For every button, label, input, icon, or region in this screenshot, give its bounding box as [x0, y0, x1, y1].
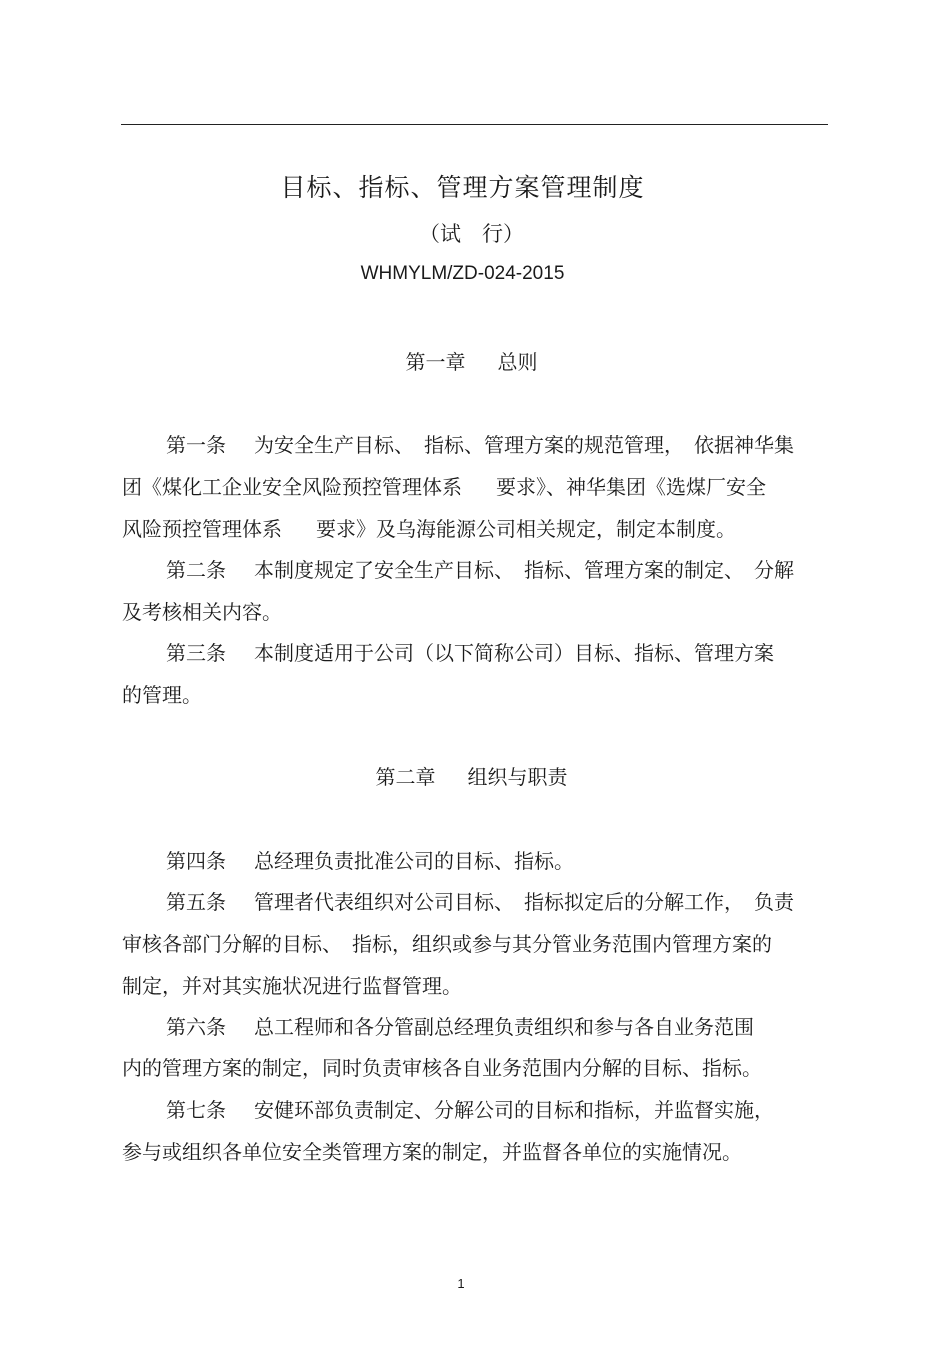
article-1-label: 第一条	[166, 433, 226, 457]
article-1-text: 风险预控管理体系	[122, 517, 282, 541]
article-1-text: 要求》、神华集团《选煤厂安全	[496, 475, 766, 499]
article-2-text: 指标、管理方案的制定、	[524, 558, 744, 582]
article-3-line-2: 的管理。	[122, 683, 202, 707]
article-1-text: 要求》及乌海能源公司相关规定，制定本制度。	[316, 517, 736, 541]
article-3-label: 第三条	[166, 641, 226, 665]
article-5-text: 审核各部门分解的目标、	[122, 932, 342, 956]
article-7-line-2: 参与或组织各单位安全类管理方案的制定，并监督各单位的实施情况。	[122, 1140, 742, 1164]
article-5-line-3: 制定，并对其实施状况进行监督管理。	[122, 974, 462, 998]
article-2-text: 本制度规定了安全生产目标、	[254, 558, 514, 582]
chapter-2-name: 组织与职责	[467, 765, 568, 789]
article-1-line-1	[166, 429, 794, 458]
article-5-text: 管理者代表组织对公司目标、	[254, 890, 514, 914]
article-1-line-2	[122, 471, 766, 500]
article-5-line-2	[122, 928, 772, 957]
chapter-2-number: 第二章	[375, 765, 436, 789]
article-6-line-1	[166, 1011, 754, 1040]
article-2-line-1	[166, 554, 794, 583]
article-1-text: 依据神华集	[694, 433, 794, 457]
article-2-label: 第二条	[166, 558, 226, 582]
article-4-text: 总经理负责批准公司的目标、指标。	[254, 849, 574, 873]
article-6-line-2: 内的管理方案的制定，同时负责审核各自业务范围内分解的目标、指标。	[122, 1056, 762, 1080]
article-3-text: 本制度适用于公司（以下简称公司）目标、指标、管理方案	[254, 641, 774, 665]
article-2-text: 分解	[754, 558, 794, 582]
article-7-text: 安健环部负责制定、分解公司的目标和指标，并监督实施，	[254, 1098, 774, 1122]
page-number: 1	[457, 1276, 465, 1291]
article-5-line-1	[166, 886, 794, 915]
article-5-text: 负责	[754, 890, 794, 914]
header-rule	[121, 124, 828, 125]
article-2-line-2: 及考核相关内容。	[122, 600, 282, 624]
article-1-line-3	[122, 513, 736, 542]
article-4-label: 第四条	[166, 849, 226, 873]
article-1-text: 指标、管理方案的规范管理，	[424, 433, 684, 457]
article-6-text: 总工程师和各分管副总经理负责组织和参与各自业务范围	[254, 1015, 754, 1039]
chapter-2-heading	[0, 761, 943, 790]
article-1-text: 团《煤化工企业安全风险预控管理体系	[122, 475, 462, 499]
document-subtitle: （试 行）	[419, 222, 524, 246]
document-code: WHMYLM/ZD-024-2015	[360, 263, 565, 284]
document-title: 目标、指标、管理方案管理制度	[280, 173, 645, 202]
article-5-label: 第五条	[166, 890, 226, 914]
article-7-label: 第七条	[166, 1098, 226, 1122]
chapter-1-heading	[0, 346, 943, 375]
chapter-1-name: 总则	[497, 350, 538, 374]
article-7-line-1	[166, 1094, 774, 1123]
article-3-line-1	[166, 637, 774, 666]
chapter-1-number: 第一章	[405, 350, 466, 374]
article-1-text: 为安全生产目标、	[254, 433, 414, 457]
article-5-text: 指标，组织或参与其分管业务范围内管理方案的	[352, 932, 772, 956]
article-6-label: 第六条	[166, 1015, 226, 1039]
article-5-text: 指标拟定后的分解工作，	[524, 890, 744, 914]
article-4-line-1	[166, 845, 574, 874]
